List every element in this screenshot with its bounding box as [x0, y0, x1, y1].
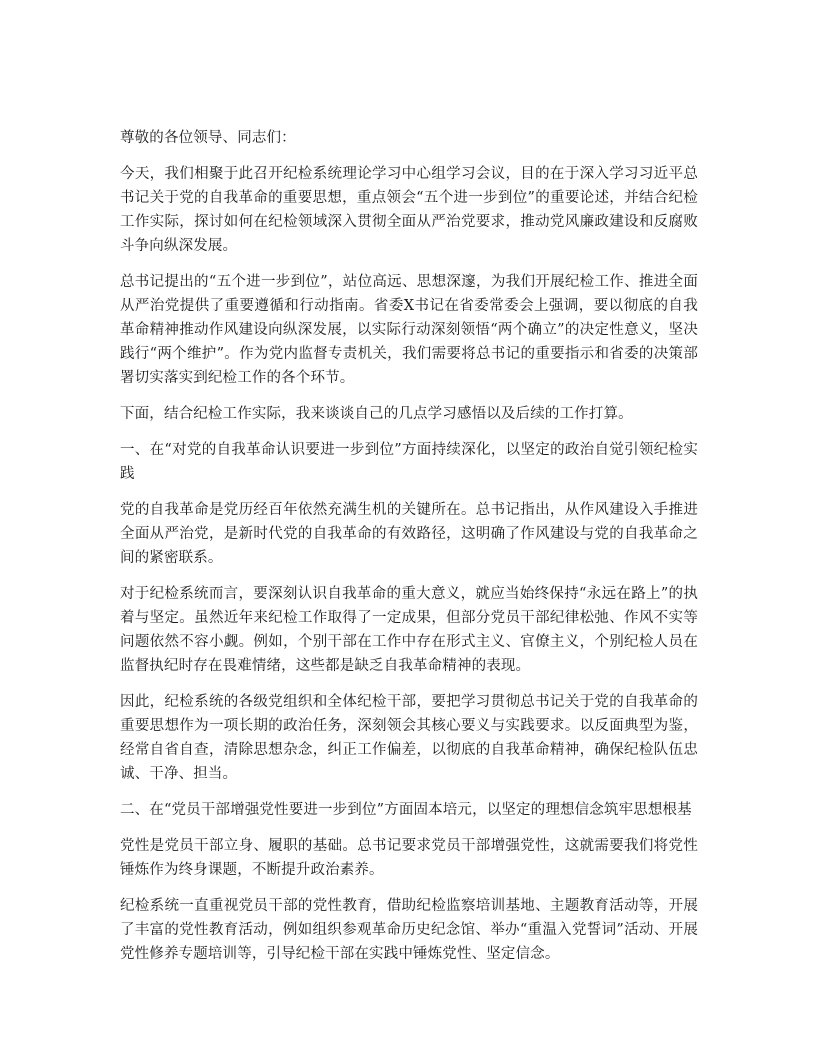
context-paragraph: 总书记提出的“五个进一步到位”，站位高远、思想深邃，为我们开展纪检工作、推进全面从严治党提供了重要遵循和行动指南。省委X书记在省委常委会上强调，要以彻底的自我革命精神推动作风建设向纵深发展，以实际行动深刻领悟“两个确立”的决定性意义，坚决践行“两个维护”。作为党内监督专责机关，我们需要将总书记的重要指示和省委的决策部署切实落实到纪检工作的各个环节。 — [120, 274, 698, 386]
body-paragraph: 对于纪检系统而言，要深刻认识自我革命的重大意义，就应当始终保持“永远在路上”的执着与坚定。虽然近年来纪检工作取得了一定成果，但部分党员干部纪律松弛、作风不实等问题依然不容小觑。例如，个别干部在工作中存在形式主义、官僚主义，个别纪检人员在监督执纪时存在畏难情绪，这些都是缺乏自我革命精神的表现。 — [120, 586, 698, 674]
document-body — [120, 126, 698, 978]
salutation: 尊敬的各位领导、同志们： — [120, 130, 296, 146]
section-heading-1: 一、在“对党的自我革命认识要进一步到位”方面持续深化，以坚定的政治自觉引领纪检实践 — [120, 442, 698, 482]
intro-paragraph: 今天，我们相聚于此召开纪检系统理论学习中心组学习会议，目的在于深入学习习近平总书记关于党的自我革命的重要思想，重点领会“五个进一步到位”的重要论述，并结合纪检工作实际，探讨如何在纪检领域深入贯彻全面从严治党要求，推动党风廉政建设和反腐败斗争向纵深发展。 — [120, 166, 698, 254]
transition-paragraph: 下面，结合纪检工作实际，我来谈谈自己的几点学习感悟以及后续的工作打算。 — [120, 406, 633, 422]
body-paragraph: 党的自我革命是党历经百年依然充满生机的关键所在。总书记指出，从作风建设入手推进全面从严治党，是新时代党的自我革命的有效路径，这明确了作风建设与党的自我革命之间的紧密联系。 — [120, 502, 698, 566]
body-paragraph: 党性是党员干部立身、履职的基础。总书记要求党员干部增强党性，这就需要我们将党性锤炼作为终身课题，不断提升政治素养。 — [120, 838, 698, 878]
section-heading-2: 二、在“党员干部增强党性要进一步到位”方面固本培元，以坚定的理想信念筑牢思想根基 — [120, 802, 692, 818]
body-paragraph: 因此，纪检系统的各级党组织和全体纪检干部，要把学习贯彻总书记关于党的自我革命的重要思想作为一项长期的政治任务，深刻领会其核心要义与实践要求。以反面典型为鉴，经常自省自查，清除思想杂念，纠正工作偏差，以彻底的自我革命精神，确保纪检队伍忠诚、干净、担当。 — [120, 694, 698, 782]
body-paragraph: 纪检系统一直重视党员干部的党性教育，借助纪检监察培训基地、主题教育活动等，开展了丰富的党性教育活动，例如组织参观革命历史纪念馆、举办“重温入党誓词”活动、开展党性修养专题培训等，引导纪检干部在实践中锤炼党性、坚定信念。 — [120, 898, 698, 962]
